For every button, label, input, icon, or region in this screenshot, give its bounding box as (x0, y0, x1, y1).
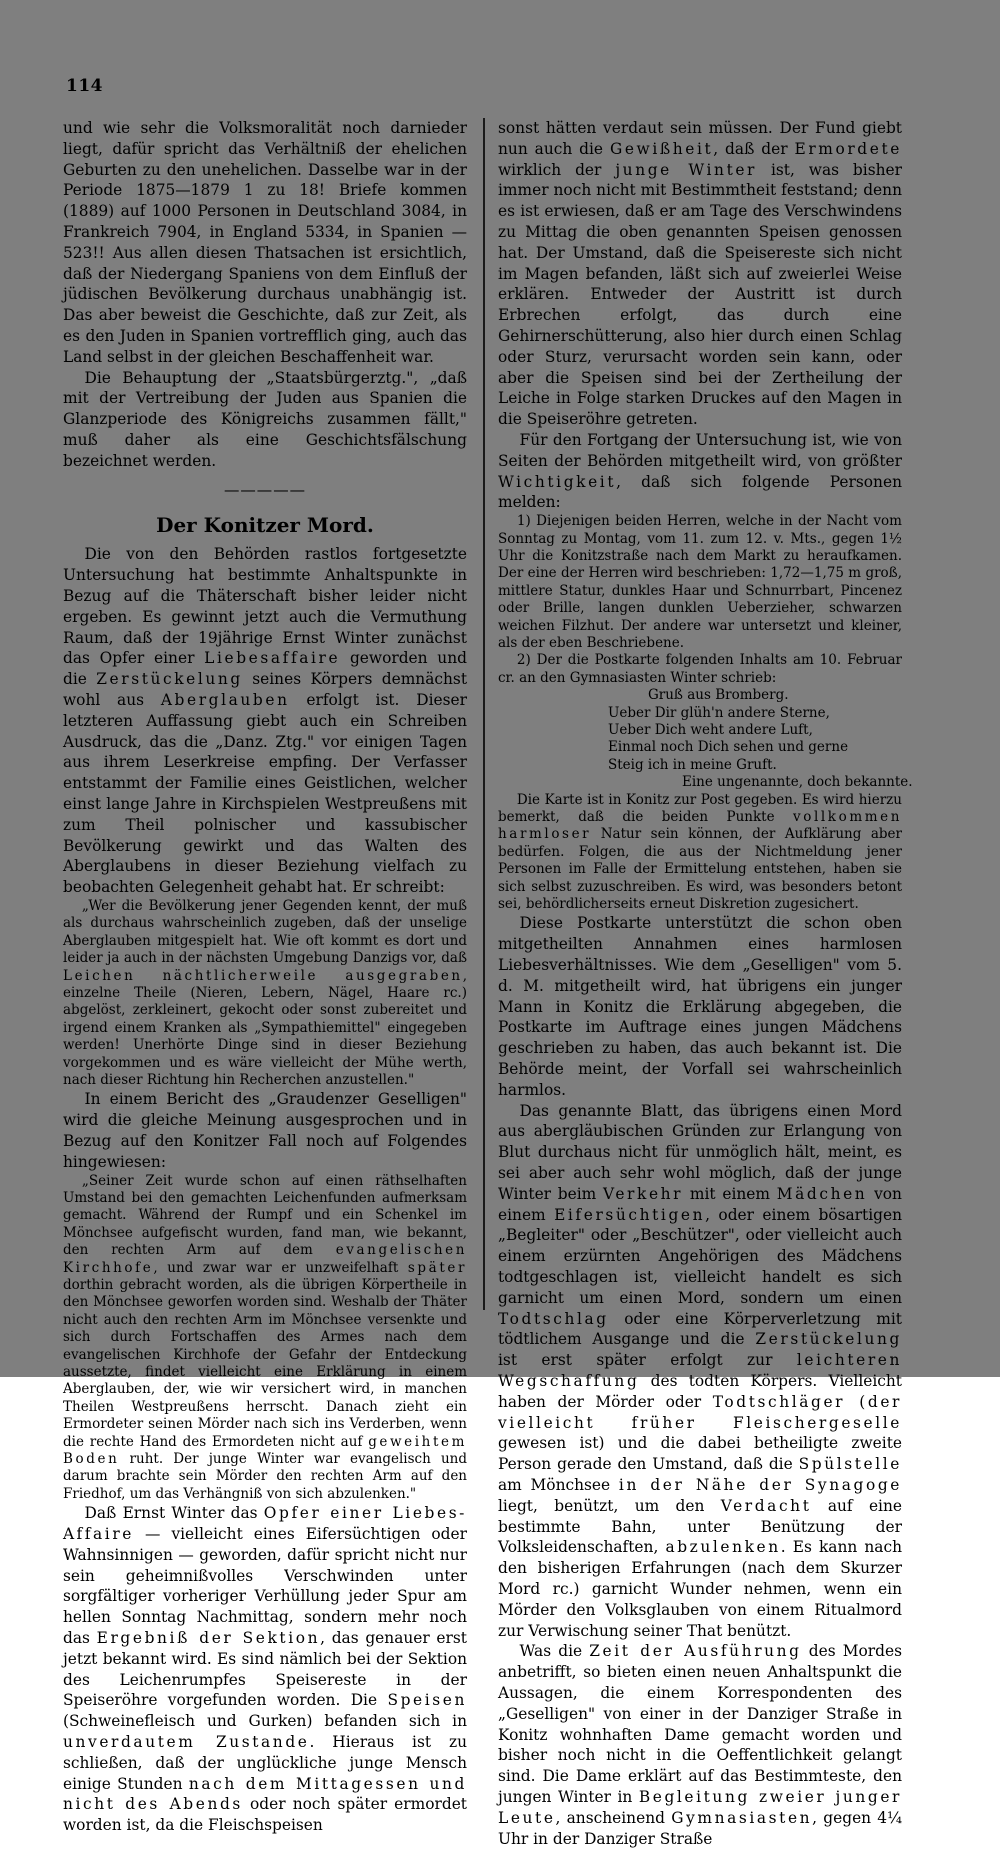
list-item-postcard: 2) Der die Postkarte folgenden Inhalts am 10. Februar cr. an den Gymnasiasten Winter schrieb: (498, 652, 902, 686)
poem-line: Gruß aus Bromberg. (648, 687, 789, 704)
paragraph-postcard-note: Die Karte ist in Konitz zur Post gegeben. Es wird hierzu bemerkt, daß die beiden Punkte vollkommen harmloser Natur sein können, der Aufklärung aber bedürfen. Folgen, die aus der Nichtmeldung jener Personen im Falle der Ermittelung entstehen, haben sie sich selbst zuzuschreiben. Es wird, was besonders betont sei, behördlicherseits erneut Diskretion zugesichert. (498, 791, 902, 913)
paragraph-food-remains: sonst hätten verdaut sein müssen. Der Fund giebt nun auch die Gewißheit, daß der Ermordete wirklich der junge Winter ist, was bisher immer noch nicht mit Bestimmtheit feststand; denn es ist erwiesen, daß er am Tage des Verschwindens zu Mittag die oben genannten Speisen genossen hat. Der Umstand, daß die Speisereste sich nicht im Magen befanden, läßt sich auf zweierlei Weise erklären. Entweder der Austritt ist durch Erbrechen erfolgt, das durch eine Gehirnerschütterung, also hier durch einen Schlag oder Sturz, verursacht worden sein kann, oder aber die Speisen sind bei der Zertheilung der Leiche in Folge starken Druckes auf den Magen in die Speiseröhre getreten. (498, 119, 902, 429)
paragraph-graudenzer: In einem Bericht des „Graudenzer Geselligen" wird die gleiche Meinung ausgesprochen und in Bezug auf den Konitzer Fall noch auf Folgendes hingewiesen: (63, 1090, 467, 1171)
paragraph-investigation: Die von den Behörden rastlos fortgesetzte Untersuchung hat bestimmte Anhaltspunkte in Bezug auf die Thäterschaft bisher leider nicht ergeben. Es gewinnt jetzt auch die Vermuthung Raum, daß der 19jährige Ernst Winter zunächst das Opfer einer Liebesaffaire geworden und die Zerstückelung seines Körpers demnächst wohl aus Aberglauben erfolgt ist. Dieser letzteren Auffassung giebt auch ein Schreiben Ausdruck, das die „Danz. Ztg." vor einigen Tagen aus ihrem Leserkreise empfing. Der Verfasser entstammt der Familie eines Geistlichen, welcher einst lange Jahre in Kirchspielen Westpreußens mit zum Theil polnischer und kassubischer Bevölkerung gewirkt und das Walten des Aberglaubens in dieser Beziehung vielfach zu beobachten Gelegenheit gehabt hat. Er schreibt: (63, 545, 467, 897)
postcard-poem (498, 687, 913, 791)
poem-line: Ueber Dich weht andere Luft, (608, 722, 813, 739)
paragraph-staatsbuergerztg: Die Behauptung der „Staatsbürgerztg.", „daß mit der Vertreibung der Juden aus Spanien die Glanzperiode des Königreichs zusammen fällt," muß daher als eine Geschichtsfälschung bezeichnet werden. (63, 368, 467, 470)
poem-line: Einmal noch Dich sehen und gerne (608, 739, 849, 756)
column-divider (483, 118, 485, 1310)
poem-signature: Eine ungenannte, doch bekannte. (682, 774, 913, 791)
quote-geselligen: „Seiner Zeit wurde schon auf einen räthselhaften Umstand bei den gemachten Leichenfunden aufmerksam gemacht. Während der Rumpf und ein Schenkel im Mönchsee aufgefischt wurden, fand man, wie bekannt, den rechten Arm auf dem evangelischen Kirchhofe, und zwar war er unzweifelhaft später dorthin gebracht worden, als die übrigen Körpertheile in den Mönchsee geworfen worden sind. Weshalb der Thäter nicht auch den rechten Arm im Mönchsee versenkte und sich durch Fortschaffen des Armes nach dem evangelischen Kirchhofe der Gefahr der Entdeckung aussetzte, findet vielleicht eine Erklärung in einem Aberglauben, der, wie wir versichert wird, in manchen Theilen Westpreußens herrscht. Danach zieht ein Ermordeter seinen Mörder nach sich ins Verderben, wenn die rechte Hand des Ermordeten nicht auf geweihtem Boden ruht. Der junge Winter war evangelisch und darum brachte sein Mörder den rechten Arm auf den Friedhof, um das Verhängniß von sich abzulenken." (63, 1172, 467, 1502)
poem-line: Ueber Dir glüh'n andere Sterne, (608, 704, 830, 721)
article-heading: Der Konitzer Mord. (156, 513, 374, 538)
section-separator: ————— (224, 480, 306, 499)
paragraph-theories: Das genannte Blatt, das übrigens einen Mord aus abergläubischen Gründen zur Erlangung von Blut durchaus nicht für unmöglich hält, meint, es sei aber auch sehr wohl möglich, daß der junge Winter beim Verkehr mit einem Mädchen von einem Eifersüchtigen, oder einem bösartigen „Begleiter" oder „Beschützer", oder vielleicht auch einem erzürnten Angehörigen des Mädchens todtgeschlagen ist, vielleicht handelt es sich garnicht um einen Mord, sondern um einen Todtschlag oder eine Körperverletzung mit tödtlichem Ausgange und die Zerstückelung ist erst später erfolgt zur leichteren Wegschaffung des todten Körpers. Vielleicht haben der Mörder oder Todtschläger (der vielleicht früher Fleischergeselle gewesen ist) und die dabei betheiligte zweite Person gerade den Umstand, daß die Spülstelle am Mönchsee in der Nähe der Synagoge liegt, benützt, um den Verdacht auf eine bestimmte Bahn, unter Benützung der Volksleidenschaften, abzulenken. Es kann nach den bisherigen Erfahrungen (nach dem Skurzer Mord rc.) garnicht Wunder nehmen, wenn ein Mörder den Volksglauben von einem Ritualmord zur Verwischung seiner That benützt. (498, 1101, 902, 1640)
right-column (498, 118, 913, 1849)
quote-superstition: „Wer die Bevölkerung jener Gegenden kennt, der muß als durchaus wahrscheinlich zugeben, daß der unselige Aberglauben mitgespielt hat. Wie oft kommt es dort und leider ja auch in der nächsten Umgebung Danzigs vor, daß Leichen nächtlicherweile ausgegraben, einzelne Theile (Nieren, Lebern, Nägel, Haare rc.) abgelöst, zerkleinert, gekocht oder sonst zubereitet und irgend einem Kranken als „Sympathiemittel" eingegeben werden! Unerhörte Dinge sind in dieser Beziehung vorgekommen und es wäre vielleicht der Mühe werth, nach dieser Richtung hin Recherchen anzustellen." (63, 897, 467, 1088)
list-item-two-gentlemen: 1) Diejenigen beiden Herren, welche in der Nacht vom Sonntag zu Montag, vom 11. zum 12. v. Mts., gegen 1½ Uhr die Konitzstraße nach dem Markt zu heraufkamen. Der eine der Herren wird beschrieben: 1,72—1,75 m groß, mittlere Statur, dunkles Haar und Schnurrbart, Pincenez oder Brille, langen dunklen Ueberzieher, schwarzen weichen Filzhut. Der andere war untersetzt und kleiner, als der eben Beschriebene. (498, 513, 902, 651)
paragraph-harmless-love: Diese Postkarte unterstützt die schon oben mitgetheilten Annahmen eines harmlosen Liebesverhältnisses. Wie dem „Geselligen" vom 5. d. M. mitgetheilt wird, hat übrigens ein junger Mann in Konitz die Erklärung abgegeben, die Postkarte im Auftrage eines jungen Mädchens geschrieben zu haben, das auch bekannt ist. Die Behörde meint, der Vorfall sei wahrscheinlich harmlos. (498, 914, 902, 1099)
page-number: 114 (66, 76, 103, 96)
poem-line: Steig ich in meine Gruft. (608, 756, 777, 773)
paragraph-time-of-crime: Was die Zeit der Ausführung des Mordes anbetrifft, so bieten einen neuen Anhaltspunkt die Aussagen, die einem Korrespondenten des „Geselligen" von einer in der Danziger Straße in Konitz wohnhaften Dame gemacht worden und bisher noch nicht in die Oeffentlichkeit gelangt sind. Die Dame erklärt auf das Bestimmteste, den jungen Winter in Begleitung zweier junger Leute, anscheinend Gymnasiasten, gegen 4¼ Uhr in der Danziger Straße (498, 1642, 902, 1848)
paragraph-spain-morality: und wie sehr die Volksmoralität noch darnieder liegt, dafür spricht das Verhältniß der ehelichen Geburten zu den unehelichen. Dasselbe war in der Periode 1875—1879 1 zu 18! Briefe kommen (1889) auf 1000 Personen in Deutschland 3084, in Frankreich 7904, in England 5334, in Spanien — 523!! Aus allen diesen Thatsachen ist ersichtlich, daß der Niedergang Spaniens von dem Einfluß der jüdischen Bevölkerung durchaus unabhängig ist. Das aber beweist die Geschichte, daß zur Zeit, als es den Juden in Spanien vortrefflich ging, auch das Land selbst in der gleichen Beschaffenheit war. (63, 119, 467, 366)
left-column (63, 118, 467, 1836)
paragraph-appeal: Für den Fortgang der Untersuchung ist, wie von Seiten der Behörden mitgetheilt wird, von größter Wichtigkeit, daß sich folgende Personen melden: (498, 430, 902, 512)
paragraph-love-affair: Daß Ernst Winter das Opfer einer Liebes-Affaire — vielleicht eines Eifersüchtigen oder Wahnsinnigen — geworden, dafür spricht nicht nur sein geheimnißvolles Verschwinden unter sorgfältiger vorheriger Verhüllung jeder Spur am hellen Sonntag Nachmittag, sondern mehr noch das Ergebniß der Sektion, das genauer erst jetzt bekannt wird. Es sind nämlich bei der Sektion des Leichenrumpfes Speisereste in der Speiseröhre vorgefunden worden. Die Speisen (Schweinefleisch und Gurken) befanden sich in unverdautem Zustande. Hieraus ist zu schließen, daß der unglückliche junge Mensch einige Stunden nach dem Mittagessen und nicht des Abends oder noch später ermordet worden ist, da die Fleischspeisen (63, 1504, 467, 1835)
